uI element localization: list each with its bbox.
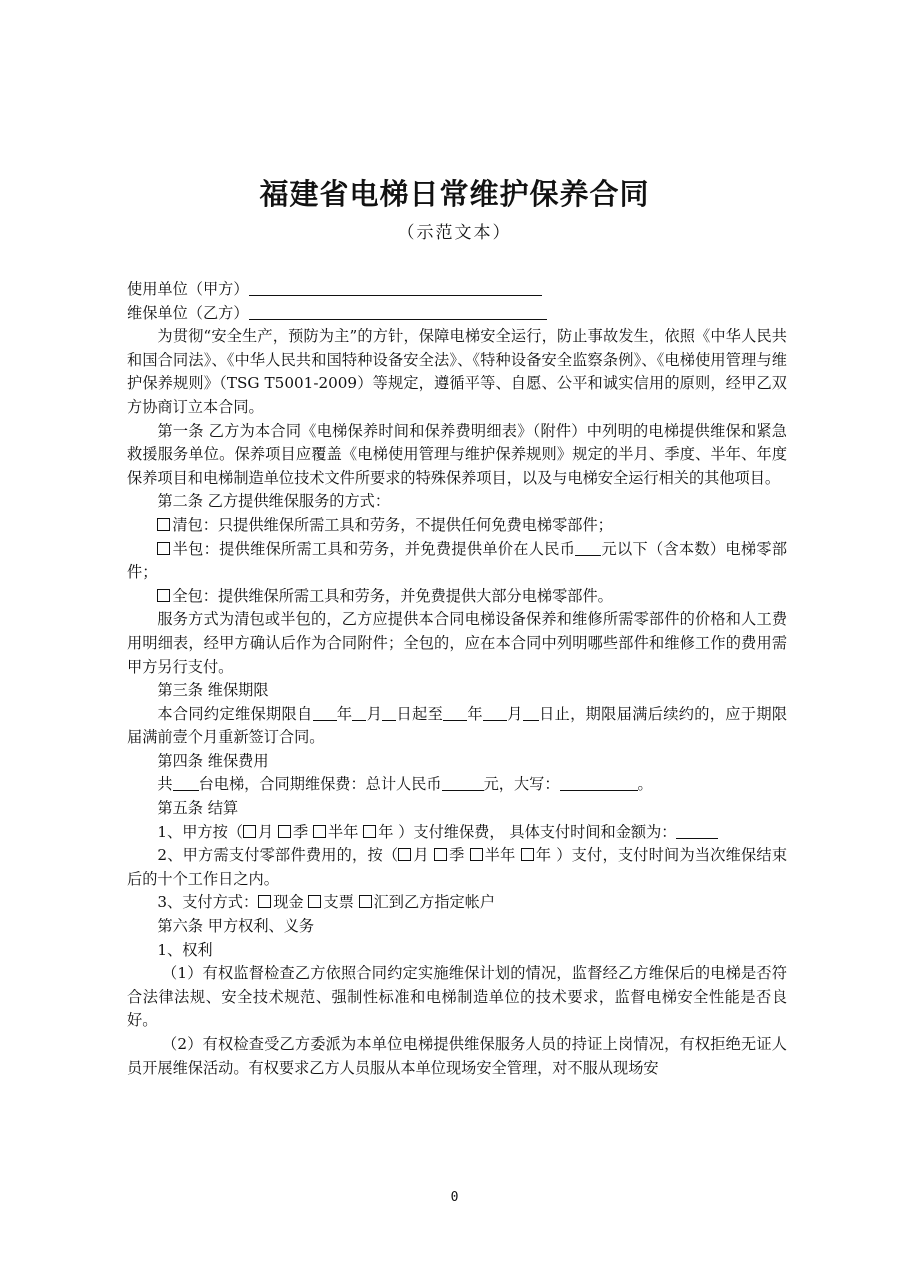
checkbox-icon[interactable] [359, 895, 372, 908]
checkbox-icon[interactable] [434, 848, 447, 861]
option-season: 季 [293, 822, 314, 841]
art5-3-text: 3、支付方式： [157, 893, 259, 912]
art4-text-a: 共 [157, 775, 173, 794]
page-number: 0 [450, 1190, 459, 1205]
article-6-clause-1: （1）有权监督检查乙方依照合同约定实施维保计划的情况，监督经乙方维保后的电梯是否符合法律法规、安全技术规范、强制性标准和电梯制造单位的技术要求，监督电梯安全性能是否良好。 [127, 964, 787, 1030]
checkbox-icon[interactable] [278, 825, 291, 838]
article-2-note: 服务方式为清包或半包的，乙方应提供本合同电梯设备保养和维修所需零部件的价格和人工费用明细表，经甲方确认后作为合同附件；全包的，应在本合同中列明哪些部件和维修工作的费用需甲方另行支付。 [127, 610, 787, 676]
checkbox-icon[interactable] [398, 848, 411, 861]
month-label: 月 [506, 704, 523, 723]
price-limit-blank[interactable] [575, 539, 601, 556]
article-5-item-3 [127, 891, 787, 915]
art4-text-d: 。 [637, 775, 653, 794]
year-label: 年 [467, 704, 483, 723]
option-half-year: 半年 [484, 846, 521, 865]
page-title: 福建省电梯日常维护保养合同 [259, 177, 650, 211]
article-4-heading: 第四条 维保费用 [157, 751, 269, 770]
art4-text-c: 元，大写： [483, 775, 560, 794]
art5-1-text: 1、甲方按（ [157, 822, 243, 841]
checkbox-icon[interactable] [363, 825, 376, 838]
option-month: 月 [413, 846, 434, 865]
option-quanbao [127, 585, 787, 609]
article-5-item-1 [127, 821, 787, 845]
option-quanbao-text: 全包：提供维保所需工具和劳务，并免费提供大部分电梯零部件。 [172, 586, 613, 605]
article-6-heading: 第六条 甲方权利、义务 [157, 917, 315, 936]
option-season: 季 [448, 846, 470, 865]
option-banbao [127, 538, 787, 585]
checkbox-icon[interactable] [521, 848, 534, 861]
end-day-blank[interactable] [523, 704, 539, 721]
checkbox-icon[interactable] [243, 825, 256, 838]
article-6-clause-2: （2）有权检查受乙方委派为本单位电梯提供维保服务人员的持证上岗情况，有权拒绝无证人员开展维保活动。有权要求乙方人员服从本单位现场安全管理，对不服从现场安 [127, 1035, 787, 1077]
option-half-year: 半年 [328, 822, 364, 841]
party-b-blank[interactable] [249, 303, 547, 320]
start-day-blank[interactable] [382, 704, 396, 721]
checkbox-icon[interactable] [313, 825, 326, 838]
party-a-line [127, 278, 787, 302]
start-year-blank[interactable] [313, 704, 337, 721]
end-month-blank[interactable] [483, 704, 507, 721]
option-year: 年 ）支付，支付时间为当次维保结束后的十个工作日之内。 [127, 846, 788, 888]
payment-detail-blank[interactable] [676, 822, 718, 839]
option-qingbao [127, 514, 787, 538]
article-3-body [127, 703, 787, 750]
option-year: 年 ）支付维保费， 具体支付时间和金额为： [378, 822, 677, 841]
end-year-blank[interactable] [443, 704, 467, 721]
checkbox-icon[interactable] [308, 895, 321, 908]
option-month: 月 [258, 822, 279, 841]
art3-text-end: 日止，期限届满后续约的，应于期限届满前壹个月重新签订合同。 [127, 704, 788, 747]
contract-body [127, 278, 787, 1080]
art5-2-text: 2、甲方需支付零部件费用的，按（ [157, 846, 399, 865]
option-banbao-text-a: 半包：提供维保所需工具和劳务，并免费提供单价在人民币 [172, 539, 576, 558]
article-3-heading: 第三条 维保期限 [157, 681, 269, 700]
party-a-label: 使用单位（甲方） [127, 280, 249, 298]
article-2-heading: 第二条 乙方提供维保服务的方式： [157, 492, 391, 511]
article-5-item-2 [127, 844, 787, 891]
elevator-count-blank[interactable] [173, 774, 199, 791]
checkbox-icon[interactable] [470, 848, 483, 861]
checkbox-icon[interactable] [157, 518, 170, 531]
option-transfer: 汇到乙方指定帐户 [373, 893, 496, 912]
party-b-line [127, 302, 787, 326]
month-label: 月 [366, 704, 383, 723]
amount-words-blank[interactable] [560, 774, 638, 791]
option-banbao-text-b: 元以下（含本数）电梯零部件； [127, 539, 788, 582]
party-a-blank[interactable] [249, 279, 542, 296]
article-5-heading: 第五条 结算 [157, 799, 239, 818]
article-1: 第一条 乙方为本合同《电梯保养时间和保养费明细表》（附件）中列明的电梯提供维保和紧急救援服务单位。保养项目应覆盖《电梯使用管理与维护保养规则》规定的半月、季度、半年、年度保养项目和电梯制造单位技术文件所要求的特殊保养项目，以及与电梯安全运行相关的其他项目。 [127, 421, 787, 487]
option-cheque: 支票 [323, 893, 359, 912]
checkbox-icon[interactable] [157, 589, 170, 602]
start-month-blank[interactable] [352, 704, 366, 721]
day-label: 日起至 [396, 704, 444, 723]
checkbox-icon[interactable] [258, 895, 271, 908]
article-4-body [127, 773, 787, 797]
checkbox-icon[interactable] [157, 542, 170, 555]
option-qingbao-text: 清包：只提供维保所需工具和劳务，不提供任何免费电梯零部件； [172, 515, 613, 534]
preamble: 为贯彻“安全生产，预防为主”的方针，保障电梯安全运行，防止事故发生，依照《中华人民共和国合同法》、《中华人民共和国特种设备安全法》、《特种设备安全监察条例》、《电梯使用管理与维护保养规则》（TSG T5001-2009）等规定，遵循平等、自愿、公平和诚实信用的原则，经甲乙双方协商订立本合同。 [127, 327, 787, 416]
article-6-sub-1: 1、权利 [157, 940, 213, 959]
party-b-label: 维保单位（乙方） [127, 303, 249, 322]
option-cash: 现金 [273, 893, 309, 912]
art4-text-b: 台电梯，合同期维保费：总计人民币 [198, 775, 442, 794]
year-label: 年 [336, 704, 353, 723]
art3-text: 本合同约定维保期限自 [157, 704, 313, 723]
amount-blank[interactable] [442, 774, 484, 791]
page-subtitle: （示范文本） [397, 223, 512, 243]
